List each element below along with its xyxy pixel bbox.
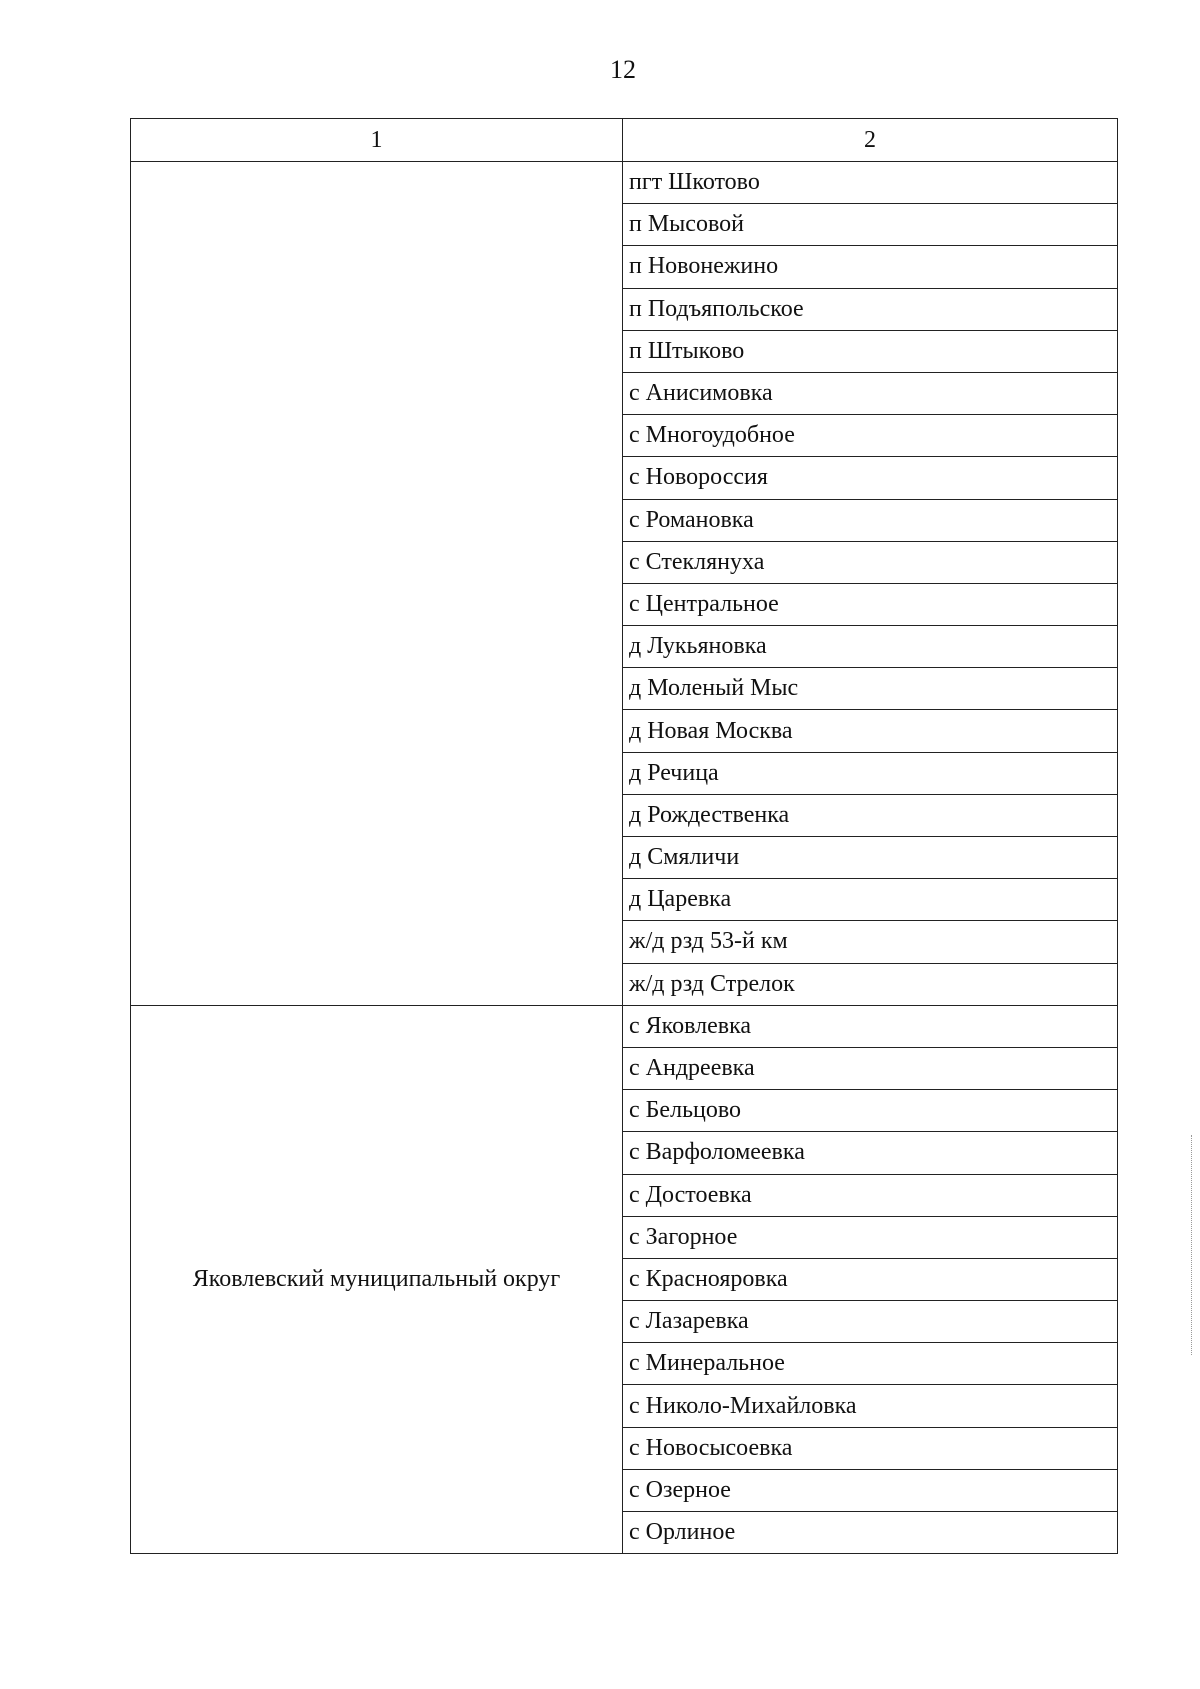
settlement-name-cell: с Озерное <box>623 1469 1118 1511</box>
table-row <box>131 1005 1118 1047</box>
settlement-name-cell: п Штыково <box>623 330 1118 372</box>
settlement-name-cell: с Бельцово <box>623 1090 1118 1132</box>
settlement-name-cell: д Речица <box>623 752 1118 794</box>
scan-margin-mark <box>1191 1135 1193 1355</box>
district-name-cell <box>131 162 623 1006</box>
settlement-name-cell: с Центральное <box>623 583 1118 625</box>
settlement-name-cell: пгт Шкотово <box>623 162 1118 204</box>
settlement-name-cell: с Стеклянуха <box>623 541 1118 583</box>
settlement-name-cell: д Царевка <box>623 879 1118 921</box>
settlement-name-cell: п Мысовой <box>623 204 1118 246</box>
settlement-name-cell: с Достоевка <box>623 1174 1118 1216</box>
settlement-name-cell: п Новонежино <box>623 246 1118 288</box>
settlement-name-cell: с Варфоломеевка <box>623 1132 1118 1174</box>
settlement-name-cell: ж/д рзд 53-й км <box>623 921 1118 963</box>
settlement-name-cell: с Загорное <box>623 1216 1118 1258</box>
settlement-name-cell: с Орлиное <box>623 1512 1118 1554</box>
settlement-name-cell: ж/д рзд Стрелок <box>623 963 1118 1005</box>
page-number: 12 <box>610 55 636 84</box>
settlement-name-cell: с Многоудобное <box>623 415 1118 457</box>
table-body <box>131 119 1118 1554</box>
settlement-name-cell: с Николо-Михайловка <box>623 1385 1118 1427</box>
column-header-1: 1 <box>131 119 623 162</box>
settlement-name-cell: д Моленый Мыс <box>623 668 1118 710</box>
settlement-name-cell: д Рождественка <box>623 794 1118 836</box>
settlement-name-cell: с Яковлевка <box>623 1005 1118 1047</box>
settlements-table <box>130 118 1118 1554</box>
settlement-name-cell: с Романовка <box>623 499 1118 541</box>
settlement-name-cell: д Новая Москва <box>623 710 1118 752</box>
table-row <box>131 162 1118 204</box>
settlement-name-cell: с Лазаревка <box>623 1301 1118 1343</box>
district-name-cell: Яковлевский муниципальный округ <box>131 1005 623 1553</box>
settlement-name-cell: с Новосысоевка <box>623 1427 1118 1469</box>
column-header-2: 2 <box>623 119 1118 162</box>
settlement-name-cell: с Андреевка <box>623 1047 1118 1089</box>
settlement-name-cell: с Новороссия <box>623 457 1118 499</box>
settlement-name-cell: д Лукьяновка <box>623 626 1118 668</box>
table-header-row <box>131 119 1118 162</box>
settlement-name-cell: с Краснояровка <box>623 1258 1118 1300</box>
settlement-name-cell: с Анисимовка <box>623 372 1118 414</box>
settlement-name-cell: п Подъяпольское <box>623 288 1118 330</box>
settlement-name-cell: с Минеральное <box>623 1343 1118 1385</box>
settlement-name-cell: д Смяличи <box>623 837 1118 879</box>
